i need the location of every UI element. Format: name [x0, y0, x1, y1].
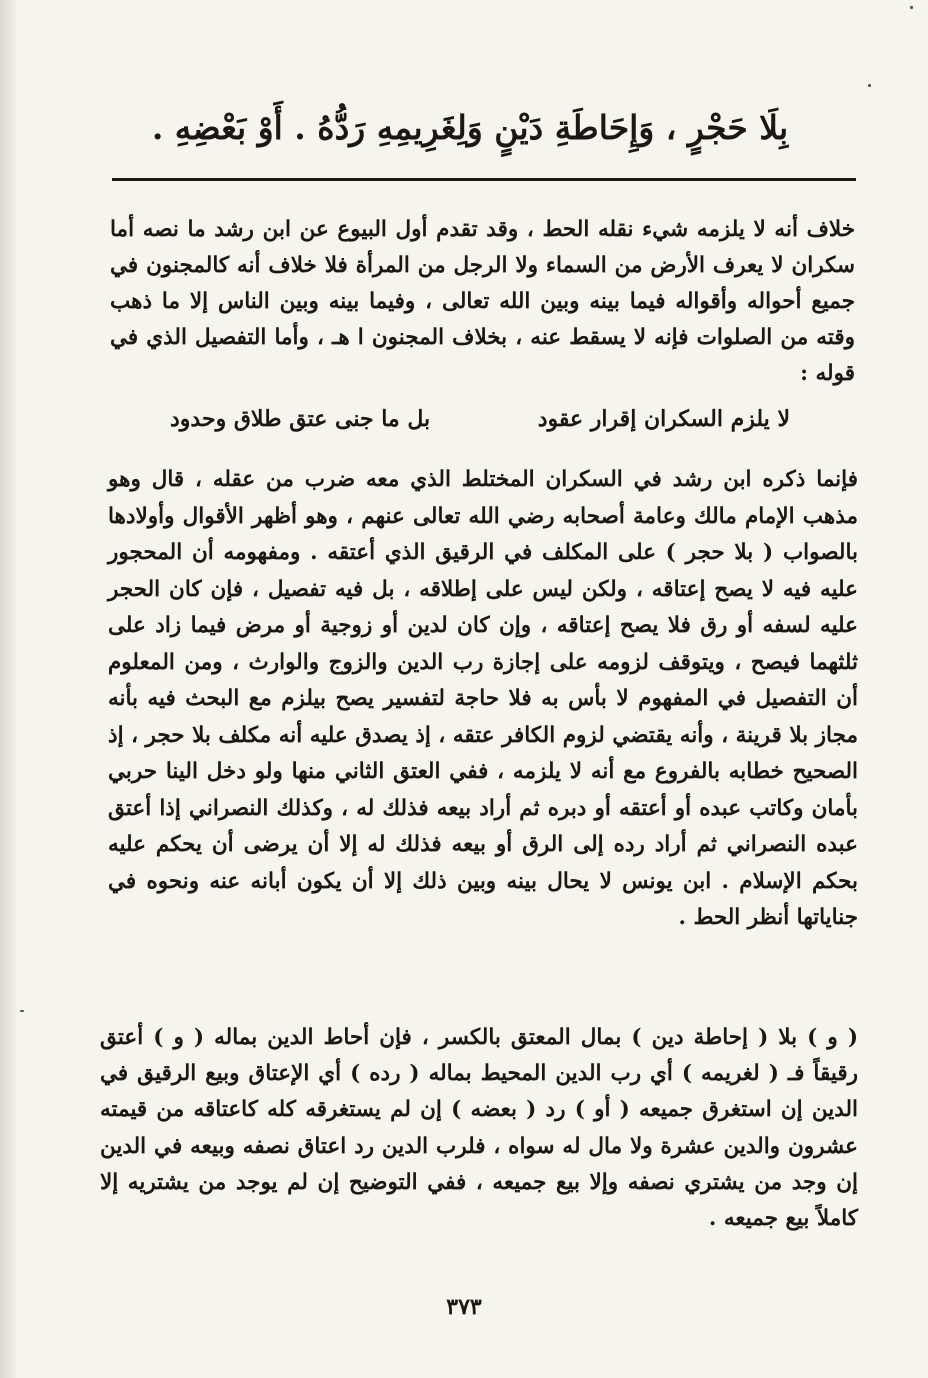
- paragraph-3: ( و ) بلا ( إحاطة دين ) بمال المعتق بالكسر ، فإن أحاط الدين بماله ( و ) أعتق رقيقاً فـ ( لغريمه ) أي رب الدين المحيط بماله ( رده ) أي الإعتاق وبيع الرقيق في الدين إن استغرق جميعه ( أو ) رد ( بعضه ) إن لم يستغرقه كله كاعتاقه من قيمته عشرون والدين عشرة ولا مال له سواه ، فلرب الدين رد اعتاق نصفه وبيعه في الدين إن وجد من يشتري نصفه وإلا بيع جميعه ، ففي التوضيح إن لم يوجد من يشتريه إلا كاملاً بيع جميعه .: [100, 1025, 858, 1232]
- verse-line: [170, 398, 790, 440]
- scan-speck: [910, 6, 913, 9]
- paragraph-1: خلاف أنه لا يلزمه شيء نقله الحط ، وقد تقدم أول البيوع عن ابن رشد ما نصه أما سكران لا يعرف الأرض من السماء ولا الرجل من المرأة فلا خلاف أنه كالمجنون في جميع أحواله وأقواله فيما بينه وبين الله تعالى ، وفيما بينه وبين الناس إلا ما ذهب وقته من الصلوات فإنه لا يسقط عنه ، بخلاف المجنون ا هـ ، وأما التفصيل الذي في قوله :: [110, 217, 855, 386]
- page-number: ٣٧٣: [446, 1294, 482, 1320]
- page-edge-shadow: [0, 0, 18, 1378]
- scan-speck: [20, 1010, 24, 1012]
- page-header-matn: بِلَا حَجْرٍ ، وَإِحَاطَةِ دَيْنٍ وَلِغَرِيمِهِ رَدُّهُ . أَوْ بَعْضِهِ .: [151, 108, 789, 147]
- verse-hemistich-left: بل ما جنى عتق طلاق وحدود: [170, 406, 431, 432]
- scan-speck: [868, 84, 871, 87]
- header-divider: [112, 178, 856, 181]
- verse-hemistich-right: لا يلزم السكران إقرار عقود: [537, 406, 790, 432]
- paragraph-2: فإنما ذكره ابن رشد في السكران المختلط الذي معه ضرب من عقله ، قال وهو مذهب الإمام مالك وعامة أصحابه رضي الله تعالى عنهم ، وهو أظهر الأقوال وأولادها بالصواب ( بلا حجر ) على المكلف في الرقيق الذي أعتقه . ومفهومه أن المحجور عليه فيه لا يصح إعتاقه ، ولكن ليس على إطلاقه ، بل فيه تفصيل ، فإن كان الحجر عليه لسفه أو رق فلا يصح إعتاقه ، وإن كان لدين أو زوجية أو مرض فيما زاد على ثلثهما فيصح ، ويتوقف لزومه على إجازة رب الدين والزوج والوارث ، ومن المعلوم أن التفصيل في المفهوم لا بأس به فلا حاجة لتفسير يصح بيلزم مع البحث فيه بأنه مجاز بلا قرينة ، وأنه يقتضي لزوم الكافر عتقه ، إذ يصدق عليه أنه مكلف بلا حجر ، إذ الصحيح خطابه بالفروع مع أنه لا يلزمه ، ففي العتق الثاني منها ولو دخل الينا حربي بأمان وكاتب عبده أو أعتقه أو دبره ثم أراد بيعه فذلك له ، وكذلك النصراني إذا أعتق عبده النصراني ثم أراد رده إلى الرق أو بيعه فذلك له إلا أن يرضى أن يحكم عليه بحكم الإسلام . ابن يونس لا يحال بينه وبين ذلك إلا أن يكون أبانه عنه ونحوه في جناياتها أنظر الحط .: [108, 467, 858, 930]
